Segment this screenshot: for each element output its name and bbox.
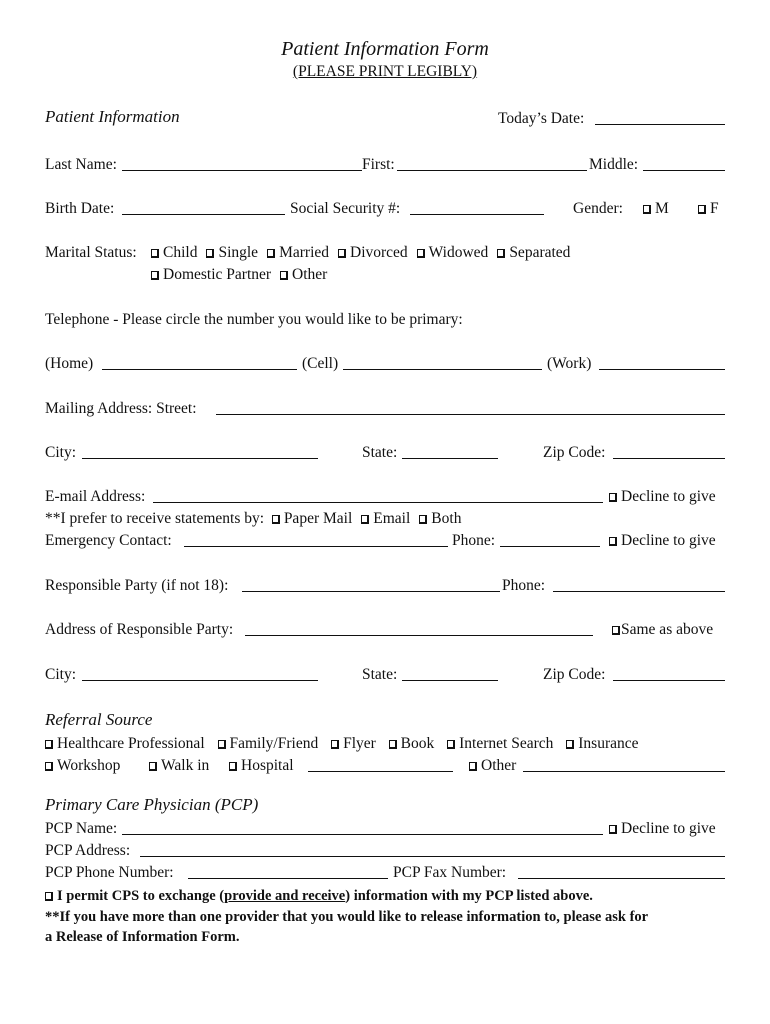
statement-option-paper[interactable]: [272, 510, 352, 528]
last-name-field[interactable]: [122, 170, 362, 171]
permit-text-underlined: provide and receive: [224, 888, 346, 904]
option-label: Other: [481, 757, 517, 774]
referral-option-flyer[interactable]: [331, 735, 376, 753]
responsible-address-label: Address of Responsible Party:: [45, 621, 234, 638]
gender-m-label: M: [655, 200, 669, 217]
city-label: City:: [45, 444, 77, 461]
pcp-note-line1: **If you have more than one provider that you would like to release information to, please ask for: [45, 909, 649, 925]
cell-phone-label: (Cell): [302, 355, 339, 372]
pcp-permit-option[interactable]: [45, 887, 593, 905]
marital-option-married[interactable]: [267, 244, 329, 262]
checkbox-icon[interactable]: [338, 249, 346, 258]
pcp-address-label: PCP Address:: [45, 842, 131, 859]
option-label: Internet Search: [459, 735, 554, 752]
cell-phone-field[interactable]: [343, 369, 542, 370]
hospital-field[interactable]: [308, 771, 453, 772]
first-name-field[interactable]: [397, 170, 587, 171]
responsible-city-label: City:: [45, 666, 77, 683]
first-name-label: First:: [362, 156, 395, 173]
checkbox-icon[interactable]: [389, 740, 397, 749]
mailing-address-label: Mailing Address: Street:: [45, 400, 197, 417]
gender-label: Gender:: [573, 200, 623, 217]
form-subtitle: (PLEASE PRINT LEGIBLY): [292, 63, 478, 80]
pcp-note-line2: a Release of Information Form.: [45, 929, 240, 945]
checkbox-icon[interactable]: [469, 762, 477, 771]
option-label: Walk in: [161, 757, 210, 774]
pcp-address-field[interactable]: [140, 856, 725, 857]
checkbox-icon[interactable]: [206, 249, 214, 258]
checkbox-icon[interactable]: [229, 762, 237, 771]
gender-m-option[interactable]: [643, 200, 669, 218]
checkbox-icon[interactable]: [447, 740, 455, 749]
city-field[interactable]: [82, 458, 318, 459]
middle-name-label: Middle:: [589, 156, 639, 173]
birth-date-label: Birth Date:: [45, 200, 115, 217]
state-field[interactable]: [402, 458, 498, 459]
option-label: Insurance: [578, 735, 639, 752]
referral-option-other[interactable]: [469, 757, 516, 775]
responsible-city-field[interactable]: [82, 680, 318, 681]
zip-field[interactable]: [613, 458, 725, 459]
marital-option-divorced[interactable]: [338, 244, 408, 262]
checkbox-icon[interactable]: [361, 515, 369, 524]
patient-info-heading: Patient Information: [45, 107, 180, 126]
option-label: Healthcare Professional: [57, 735, 205, 752]
permit-text-2: ) information with my PCP listed above.: [345, 888, 593, 904]
referral-option-healthcare[interactable]: [45, 735, 205, 753]
checkbox-icon[interactable]: [272, 515, 280, 524]
ssn-field[interactable]: [410, 214, 544, 215]
checkbox-icon[interactable]: [267, 249, 275, 258]
referral-option-insurance[interactable]: [566, 735, 638, 753]
option-label: Email: [373, 510, 411, 527]
todays-date-field[interactable]: [595, 124, 725, 125]
decline-label: Decline to give: [621, 488, 716, 505]
same-as-above-label: Same as above: [621, 621, 714, 638]
responsible-state-field[interactable]: [402, 680, 498, 681]
checkbox-icon[interactable]: [45, 892, 53, 901]
marital-option-single[interactable]: [206, 244, 258, 262]
responsible-state-label: State:: [362, 666, 398, 683]
marital-status-label: Marital Status:: [45, 244, 137, 261]
home-phone-label: (Home): [45, 355, 94, 372]
pcp-phone-label: PCP Phone Number:: [45, 864, 174, 881]
marital-option-other[interactable]: [280, 266, 327, 284]
responsible-phone-field[interactable]: [553, 591, 725, 592]
gender-f-label: F: [710, 200, 719, 217]
middle-name-field[interactable]: [643, 170, 725, 171]
street-field[interactable]: [216, 414, 725, 415]
checkbox-icon[interactable]: [151, 271, 159, 280]
telephone-note: Telephone - Please circle the number you would like to be primary:: [45, 311, 463, 328]
option-label: Other: [292, 266, 328, 283]
option-label: Book: [400, 735, 435, 752]
option-label: Domestic Partner: [163, 266, 272, 283]
checkbox-icon[interactable]: [497, 249, 505, 258]
zip-label: Zip Code:: [543, 444, 606, 461]
decline-label: Decline to give: [621, 820, 716, 837]
emergency-phone-field[interactable]: [500, 546, 600, 547]
todays-date-label: Today’s Date:: [498, 110, 585, 127]
responsible-phone-label: Phone:: [502, 577, 546, 594]
checkbox-icon[interactable]: [45, 740, 53, 749]
marital-option-widowed[interactable]: [417, 244, 489, 262]
referral-other-field[interactable]: [523, 771, 725, 772]
same-as-above-option[interactable]: [612, 621, 713, 639]
decline-label: Decline to give: [621, 532, 716, 549]
referral-option-book[interactable]: [389, 735, 435, 753]
checkbox-icon[interactable]: [698, 205, 706, 214]
checkbox-icon[interactable]: [149, 762, 157, 771]
referral-option-workshop[interactable]: [45, 757, 120, 775]
responsible-address-field[interactable]: [245, 635, 593, 636]
option-label: Hospital: [241, 757, 294, 774]
option-label: Married: [279, 244, 329, 261]
emergency-phone-label: Phone:: [452, 532, 496, 549]
statements-text: **I prefer to receive statements by:: [45, 510, 265, 527]
checkbox-icon[interactable]: [609, 493, 617, 502]
referral-options-row1: [45, 735, 648, 753]
emergency-decline-option[interactable]: [609, 532, 716, 550]
form-title: Patient Information Form: [281, 38, 489, 60]
pcp-name-field[interactable]: [122, 834, 603, 835]
checkbox-icon[interactable]: [417, 249, 425, 258]
checkbox-icon[interactable]: [566, 740, 574, 749]
responsible-party-label: Responsible Party (if not 18):: [45, 577, 229, 594]
option-label: Family/Friend: [229, 735, 319, 752]
option-label: Single: [218, 244, 259, 261]
pcp-heading: Primary Care Physician (PCP): [45, 795, 259, 814]
email-field[interactable]: [153, 502, 603, 503]
ssn-label: Social Security #:: [290, 200, 401, 217]
option-label: Separated: [509, 244, 571, 261]
checkbox-icon[interactable]: [609, 537, 617, 546]
referral-option-internet[interactable]: [447, 735, 553, 753]
checkbox-icon[interactable]: [419, 515, 427, 524]
responsible-party-field[interactable]: [242, 591, 500, 592]
work-phone-field[interactable]: [599, 369, 725, 370]
option-label: Widowed: [428, 244, 489, 261]
referral-option-family[interactable]: [218, 735, 319, 753]
option-label: Flyer: [343, 735, 376, 752]
responsible-zip-field[interactable]: [613, 680, 725, 681]
permit-text-1: I permit CPS to exchange (: [57, 888, 225, 904]
state-label: State:: [362, 444, 398, 461]
checkbox-icon[interactable]: [45, 762, 53, 771]
checkbox-icon[interactable]: [280, 271, 288, 280]
checkbox-icon[interactable]: [609, 825, 617, 834]
last-name-label: Last Name:: [45, 156, 117, 173]
checkbox-icon[interactable]: [612, 626, 620, 635]
referral-heading: Referral Source: [45, 710, 153, 729]
referral-option-hospital[interactable]: [229, 757, 294, 775]
checkbox-icon[interactable]: [218, 740, 226, 749]
responsible-zip-label: Zip Code:: [543, 666, 606, 683]
pcp-phone-field[interactable]: [188, 878, 388, 879]
checkbox-icon[interactable]: [331, 740, 339, 749]
option-label: Both: [431, 510, 462, 527]
option-label: Paper Mail: [283, 510, 353, 527]
checkbox-icon[interactable]: [151, 249, 159, 258]
statements-label: [45, 510, 470, 528]
birth-date-field[interactable]: [122, 214, 285, 215]
option-label: Child: [163, 244, 198, 261]
referral-option-walk-in[interactable]: [149, 757, 209, 775]
emergency-contact-field[interactable]: [184, 546, 448, 547]
marital-option-domestic-partner[interactable]: [151, 266, 271, 284]
work-phone-label: (Work): [547, 355, 592, 372]
marital-option-child[interactable]: [151, 244, 197, 262]
email-decline-option[interactable]: [609, 488, 716, 506]
pcp-fax-label: PCP Fax Number:: [393, 864, 507, 881]
home-phone-field[interactable]: [102, 369, 297, 370]
statement-option-email[interactable]: [361, 510, 410, 528]
marital-options-row2: [151, 266, 336, 284]
option-label: Workshop: [57, 757, 121, 774]
gender-f-option[interactable]: [698, 200, 719, 218]
checkbox-icon[interactable]: [643, 205, 651, 214]
option-label: Divorced: [350, 244, 408, 261]
email-label: E-mail Address:: [45, 488, 146, 505]
pcp-fax-field[interactable]: [518, 878, 725, 879]
emergency-contact-label: Emergency Contact:: [45, 532, 172, 549]
statement-option-both[interactable]: [419, 510, 461, 528]
pcp-decline-option[interactable]: [609, 820, 716, 838]
marital-option-separated[interactable]: [497, 244, 570, 262]
pcp-name-label: PCP Name:: [45, 820, 118, 837]
marital-options-row1: [151, 244, 579, 262]
